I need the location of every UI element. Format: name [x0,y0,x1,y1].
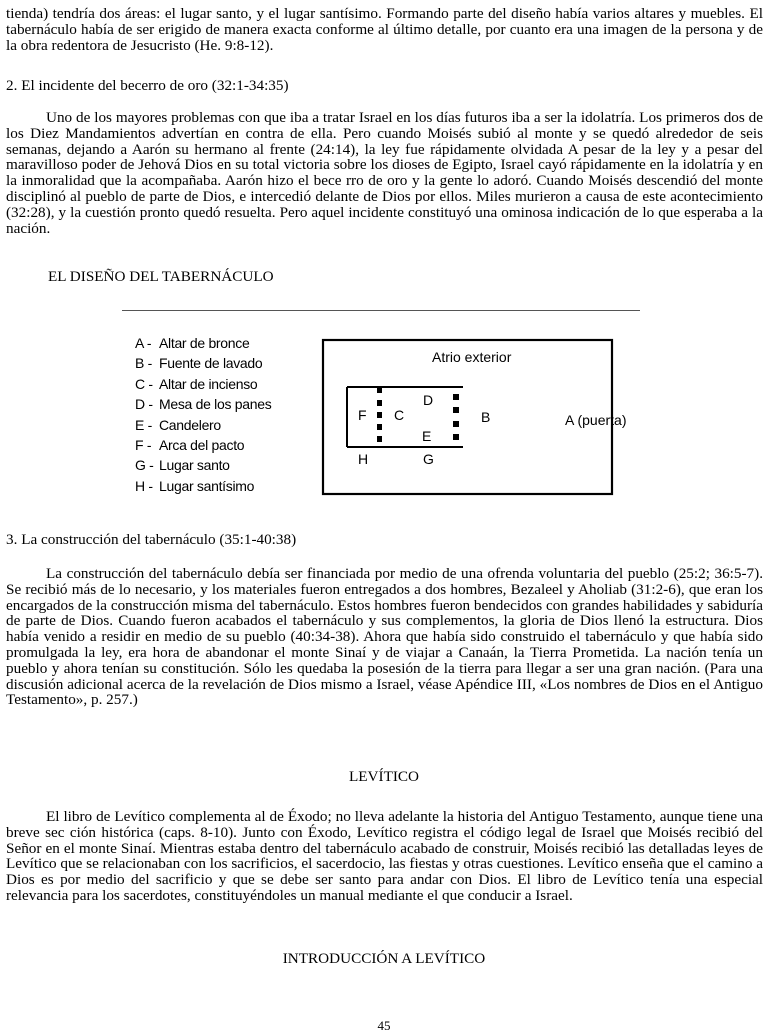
legend-item [135,476,315,496]
legend-key: A - [135,335,152,351]
legend-key: E - [135,416,152,433]
becerro-paragraph: Uno de los mayores problemas con que iba a tratar Israel en los días futuros iba a ser la idolatría. Los primeros dos de los Diez Mandamientos advertían en contra de ella. Pero cuando Moisés subió al monte y se quedó alrededor de seis semanas, dejando a Aarón su hermano al frente (24:14), la ley fue rápidamente olvidada A pesar de la ley y a pesar del maravilloso poder de Jehová Dios en su total victoria sobre los dioses de Egipto, Israel cayó rápidamente en la idolatría y en la inmoralidad que la acompañaba. Aarón hizo el bece rro de oro y la gente lo adoró. Cuando Moisés descendió del monte disciplinó al pueblo de parte de Dios, e intercedió delante de Dios por ellos. Miles murieron a causa de este acontecimiento (32:28), y la cuestión pronto quedó resuelta. Pero aquel incidente constituyó una ominosa indicación de lo que esperaba a la nación. [6,109,763,237]
legend-key: G - [135,457,154,474]
legend-key: D - [135,396,153,413]
puerta-label: A (puerta) [565,412,627,428]
legend-item [135,333,315,353]
letter-h: H [358,451,369,467]
legend-item [135,455,315,475]
legend-item [135,435,315,455]
legend-item [135,394,315,414]
legend-key: C - [135,375,153,392]
letter-g: G [423,451,434,467]
figure-heading-diseno: EL DISEÑO DEL TABERNÁCULO [48,268,274,285]
legend-label: Altar de bronce [159,335,250,351]
intro-paragraph: tienda) tendría dos áreas: el lugar santo, y el lugar santísimo. Formando parte del diseño había varios altares y muebles. El tabernáculo había de ser erigido de manera exacta conforme al último detalle, por cuanto era una imagen de la persona y de la obra redentora de Jesucristo (He. 9:8-12). [6,5,763,54]
curtain-post [377,424,382,430]
entrance-post [453,434,459,440]
legend-item [135,374,315,394]
legend-label: Mesa de los panes [159,396,272,413]
legend-item [135,415,315,435]
legend-key: B - [135,355,152,372]
tabernacle-diagram [320,337,627,497]
curtain-post [377,400,382,406]
legend-label: Lugar santísimo [159,477,255,494]
legend-label: Fuente de lavado [159,355,263,372]
section-heading-construccion: 3. La construcción del tabernáculo (35:1-40:38) [6,531,297,548]
page-number: 45 [377,1018,391,1033]
legend-item [135,353,315,373]
atrio-label: Atrio exterior [432,349,512,365]
figure-rule [122,310,640,311]
construccion-paragraph: La construcción del tabernáculo debía ser financiada por medio de una ofrenda voluntaria del pueblo (25:2; 36:5-7). Se recibió más de lo necesario, y los materiales fueron entregados a dos hombres, Bezaleel y Aholiab (31:2-6), que eran los encargados de la construcción misma del tabernáculo. Estos hombres fueron bendecidos con grandes habilidades y sabiduría de parte de Dios. Cuando fueron acabados el tabernáculo y sus complementos, la gloria de Dios llenó la estructura. Dios había venido a residir en medio de su pueblo (40:34-38). Ahora que había sido construido el tabernáculo y que había sido promulgada la ley, era hora de abandonar el monte Sinaí y de viajar a Canaán, la Tierra Prometida. La nación tenía un pueblo y ahora tenían su constitución. Sólo les quedaba la posesión de la tierra para llegar a ser una gran nación. (Para una discusión adicional acerca de la revelación de Dios mismo a Israel, véase Apéndice III, «Los nombres de Dios en el Antiguo Testamento», p. 257.) [6,565,763,709]
legend-label: Candelero [159,416,221,433]
letter-d: D [423,392,434,408]
legend-key: F - [135,437,152,454]
section-heading-becerro: 2. El incidente del becerro de oro (32:1-34:35) [6,77,289,94]
letter-b: B [481,409,491,425]
letter-c: C [394,407,405,423]
letter-f: F [358,407,367,423]
curtain-post [377,436,382,442]
letter-e: E [422,428,432,444]
legend-key: H - [135,477,153,494]
curtain-post [377,387,382,393]
legend-label: Arca del pacto [159,437,245,454]
curtain-post [377,412,382,418]
entrance-post [453,407,459,413]
entrance-post [453,394,459,400]
levitico-paragraph: El libro de Levítico complementa al de Éxodo; no lleva adelante la historia del Antiguo Testamento, aunque tiene una breve sec ción histórica (caps. 8-10). Junto con Éxodo, Levítico registra el código legal de Israel que Moisés recibió del Señor en el monte Sinaí. Mientras estaba dentro del tabernáculo acabado de construir, Moisés recibió las detalladas leyes de Levítico que se relacionaban con los sacrificios, el sacerdocio, las fiestas y otras cuestiones. Levítico enseña que el camino a Dios es por medio del sacrificio y que se debe ser santo para andar con Dios. El libro de Levítico tenía una especial relevancia para los sacerdotes, constituyéndoles un manual mediante el que conducir a Israel. [6,808,763,904]
chapter-heading-levitico: LEVÍTICO [348,768,419,785]
section-heading-introduccion: INTRODUCCIÓN A LEVÍTICO [282,950,486,967]
entrance-post [453,421,459,427]
diagram-legend [135,333,315,496]
legend-label: Altar de incienso [159,375,258,392]
legend-label: Lugar santo [159,457,230,474]
